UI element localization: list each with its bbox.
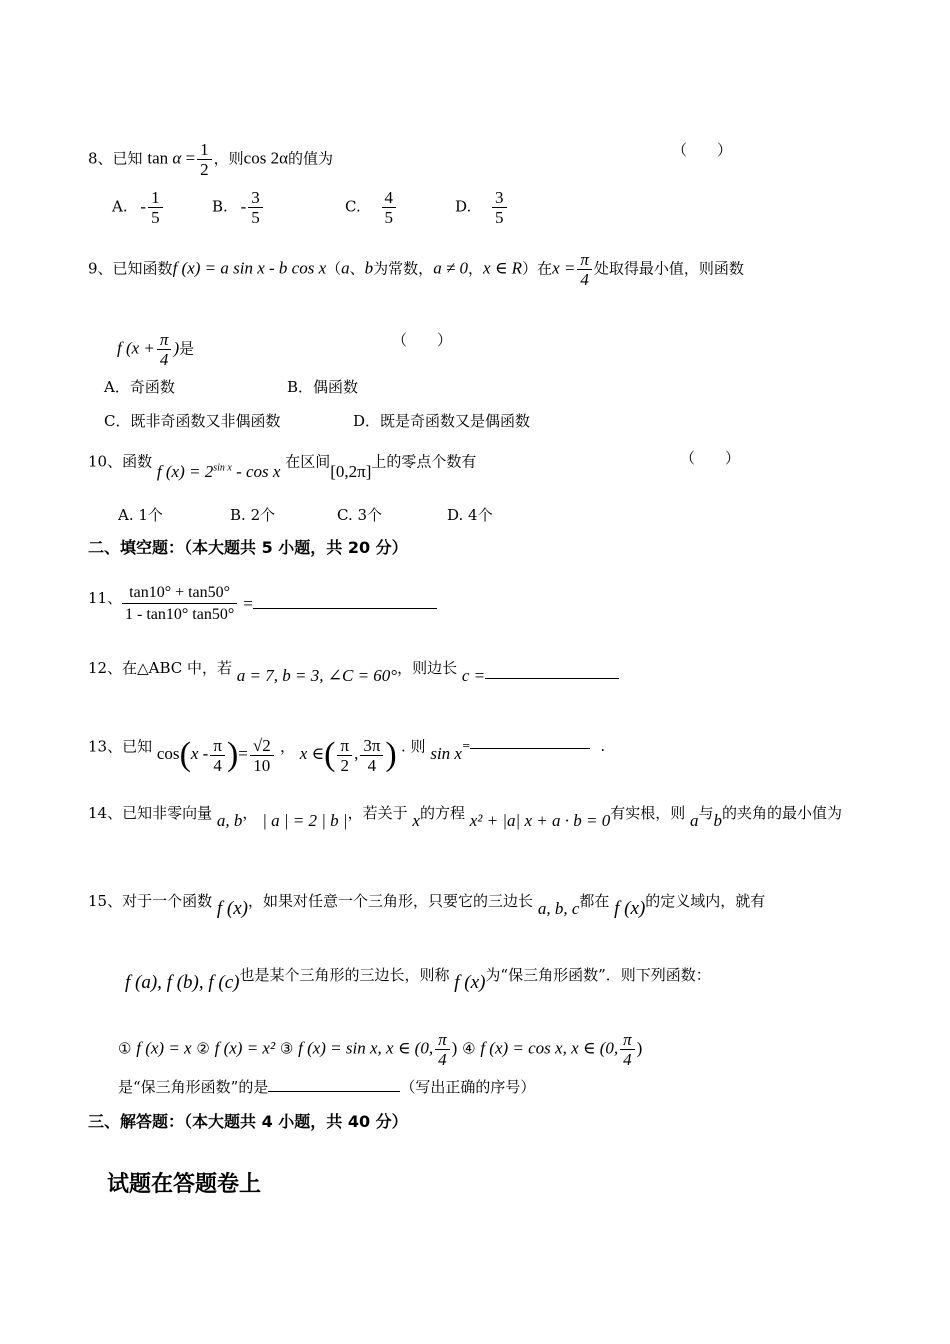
q15-answer-line xyxy=(118,1077,535,1097)
numerator: 3 xyxy=(492,188,507,208)
math: f (x) = a sin x - b cos x xyxy=(172,258,327,278)
option-text: 3个 xyxy=(357,506,383,524)
q10-line xyxy=(88,448,477,481)
numerator: 3 xyxy=(248,188,263,208)
text: - cos x xyxy=(231,461,281,481)
text: 处取得最小值，则函数 xyxy=(593,259,744,278)
option-label: D． xyxy=(353,412,381,430)
text: ，则 xyxy=(213,149,244,168)
denominator: 4 xyxy=(159,350,169,369)
math: f (x) = sin x, x ∈ (0, xyxy=(298,1038,434,1058)
answer-blank xyxy=(253,608,437,609)
text: 是 xyxy=(179,339,195,358)
text: ， xyxy=(279,737,295,756)
denominator: 5 xyxy=(495,208,504,227)
fraction xyxy=(435,1030,450,1069)
fraction xyxy=(337,736,352,775)
q9-line xyxy=(88,250,744,289)
close-paren: ) xyxy=(226,736,239,774)
question-number: 11、 xyxy=(88,589,123,607)
option-label: D. xyxy=(447,506,464,524)
answer-blank xyxy=(268,1091,400,1092)
q15-line2 xyxy=(125,965,711,993)
math: a ≠ 0 xyxy=(433,258,469,278)
superscript: sin x xyxy=(213,462,232,473)
numerator: π xyxy=(337,736,352,756)
fraction xyxy=(577,250,592,289)
option-text: 既是奇函数又是偶函数 xyxy=(380,412,531,430)
q12-line xyxy=(88,658,619,685)
close-paren: ) xyxy=(385,736,397,774)
text: 的值为 xyxy=(288,149,334,168)
open-paren: ( xyxy=(324,736,336,774)
text: = xyxy=(461,741,471,753)
circled-number: ④ xyxy=(462,1039,476,1058)
circled-number: ② xyxy=(196,1039,210,1058)
numerator: tan10° + tan50° xyxy=(122,583,237,604)
q9-line2 xyxy=(117,330,194,369)
answer-paren: （ ） xyxy=(672,141,733,159)
denominator: 4 xyxy=(580,270,589,289)
question-number: 8、 xyxy=(88,149,113,168)
text: 也是某个三角形的三边长，则称 xyxy=(239,966,450,984)
math: a, b xyxy=(216,811,243,830)
text: 、 xyxy=(349,259,365,278)
math: | a | = 2 | b | xyxy=(262,811,348,830)
q15-line xyxy=(88,891,766,919)
denominator: 5 xyxy=(251,208,260,227)
math: sin x xyxy=(430,744,462,764)
numerator: π xyxy=(210,736,225,756)
footer-note: 试题在答题卷上 xyxy=(107,1172,262,1197)
section-heading: 二、填空题：（本大题共 5 小题，共 20 分） xyxy=(88,538,408,557)
q10-option-b xyxy=(230,505,275,525)
math xyxy=(157,462,281,481)
text: 是“保三角形函数”的是 xyxy=(118,1078,269,1096)
denominator: 5 xyxy=(384,208,393,227)
option-label: D. xyxy=(455,197,472,216)
option-text: 偶函数 xyxy=(313,378,359,396)
option-text: 奇函数 xyxy=(129,378,175,396)
text: 在区间 xyxy=(285,452,331,471)
text: x ∈ xyxy=(299,744,325,764)
option-text: 2个 xyxy=(250,506,276,524)
text: cos xyxy=(156,744,180,764)
denominator: 4 xyxy=(623,1050,632,1069)
text: = xyxy=(238,744,248,764)
q9-option-a xyxy=(104,377,175,397)
denominator: 2 xyxy=(340,756,350,775)
denominator: 10 xyxy=(253,756,271,775)
option-label: A． xyxy=(104,378,130,396)
option-label: C. xyxy=(337,506,353,524)
math: = xyxy=(243,593,253,613)
text: 有实根，则 xyxy=(610,804,686,822)
math: f (x) xyxy=(614,898,646,919)
fraction xyxy=(382,188,397,227)
text: 已知非零向量 xyxy=(122,804,213,822)
text: 上的零点个数有 xyxy=(371,452,477,471)
text: 已知函数 xyxy=(112,259,173,278)
text: ， xyxy=(468,259,484,278)
text: （写出正确的序号） xyxy=(400,1078,536,1096)
math: f (x) = x xyxy=(136,1038,192,1058)
denominator: 5 xyxy=(151,208,160,227)
q9-option-c xyxy=(104,411,281,431)
fraction xyxy=(157,330,172,369)
text: α xyxy=(172,148,182,168)
q13-line xyxy=(88,728,606,775)
option-label: A. xyxy=(118,506,134,524)
math: x² + |a| x + a · b = 0 xyxy=(469,811,611,830)
question-number: 14、 xyxy=(88,804,123,822)
math: a xyxy=(690,811,699,830)
math: x ∈ R xyxy=(483,258,523,278)
math: b xyxy=(713,811,723,830)
option-label: C. xyxy=(345,197,361,216)
question-number: 10、 xyxy=(88,452,123,471)
math: f (x) xyxy=(454,972,486,993)
open-paren: ( xyxy=(179,736,191,774)
answer-paren: （ ） xyxy=(392,331,453,349)
text: tan xyxy=(147,148,169,168)
section-heading: 三、解答题：（本大题共 4 小题，共 40 分） xyxy=(88,1112,408,1131)
text: 在△ABC 中，若 xyxy=(122,659,233,677)
math: f (a), f (b), f (c) xyxy=(125,972,240,993)
math: f (x) xyxy=(216,898,249,919)
text: 为“保三角形函数”．则下列函数： xyxy=(485,966,711,984)
q8-option-d xyxy=(455,188,509,227)
fraction xyxy=(360,736,383,775)
math xyxy=(147,149,195,168)
text: 对于一个函数 xyxy=(122,892,213,910)
numerator: π xyxy=(435,1030,450,1050)
math: a = 7, b = 3, ∠C = 60° xyxy=(236,666,398,685)
q11-formula xyxy=(120,583,437,626)
q10-option-c xyxy=(337,505,382,525)
text: - xyxy=(140,196,147,216)
numerator: 1 xyxy=(197,140,212,160)
math: cos 2α xyxy=(243,148,288,168)
math: b xyxy=(364,258,374,278)
text: - xyxy=(240,196,247,216)
text: f (x) = 2 xyxy=(156,461,214,481)
fraction xyxy=(248,188,263,227)
q9-option-b xyxy=(287,377,358,397)
option-text: 既非奇函数又非偶函数 xyxy=(130,412,281,430)
q8-option-b xyxy=(212,188,265,227)
option-label: B. xyxy=(230,506,246,524)
q14-line xyxy=(88,803,843,830)
text: = xyxy=(185,148,196,168)
q8-option-a xyxy=(112,188,165,227)
q8-line xyxy=(88,140,333,179)
fraction xyxy=(122,583,237,626)
text: 函数 xyxy=(122,452,153,471)
text: 都在 xyxy=(579,892,610,910)
math: ) xyxy=(451,1038,458,1058)
text: 已知 xyxy=(112,149,143,168)
question-number: 12、 xyxy=(88,659,123,677)
text: . 则 xyxy=(401,737,426,756)
question-number: 9、 xyxy=(88,259,113,278)
q15-function-list xyxy=(118,1030,642,1069)
q8-option-c xyxy=(345,188,398,227)
option-label: A. xyxy=(112,197,128,216)
fraction xyxy=(492,188,507,227)
math: x ∈( $\frac{\pi}{2}$ , $\frac{3\pi}{4}$ ) xyxy=(299,736,397,775)
circled-number: ① xyxy=(118,1039,132,1058)
question-number: 13、 xyxy=(88,737,123,756)
math: c = xyxy=(461,666,486,685)
option-label: B． xyxy=(287,378,314,396)
q10-option-d xyxy=(447,505,493,525)
numerator: 1 xyxy=(148,188,163,208)
text: 为常数， xyxy=(373,259,434,278)
math: a, b, c xyxy=(537,899,580,918)
text: 的方程 xyxy=(419,804,465,822)
fraction xyxy=(197,140,212,179)
math: ) xyxy=(636,1038,643,1058)
math: f (x + xyxy=(117,338,155,358)
fraction xyxy=(210,736,225,775)
numerator: π xyxy=(157,330,172,350)
q11-line xyxy=(88,588,122,608)
denominator: 4 xyxy=(367,756,377,775)
q9-option-d xyxy=(353,411,530,431)
option-text: 1个 xyxy=(138,506,163,524)
math: ) xyxy=(173,338,180,358)
numerator: π xyxy=(577,250,592,270)
numerator: 4 xyxy=(382,188,397,208)
numerator: 3π xyxy=(360,736,383,756)
text: x - xyxy=(190,744,209,764)
answer-blank xyxy=(470,748,590,749)
text: ，如果对任意一个三角形，只要它的三边长 xyxy=(248,892,534,910)
numerator: π xyxy=(620,1030,635,1050)
denominator: 2 xyxy=(200,160,209,179)
circled-number: ③ xyxy=(279,1039,294,1058)
denominator: 1 - tan10° tan50° xyxy=(125,606,235,623)
question-number: 15、 xyxy=(88,892,123,910)
option-label: B. xyxy=(212,197,228,216)
option-label: C． xyxy=(104,412,131,430)
text: ）在 xyxy=(522,259,553,278)
text: 的定义域内，就有 xyxy=(645,892,766,910)
fraction xyxy=(250,736,274,775)
answer-blank xyxy=(485,678,619,679)
math: f (x) = cos x, x ∈ (0, xyxy=(480,1038,619,1058)
text: ，则边长 xyxy=(397,659,458,677)
text: 已知 xyxy=(122,737,153,756)
text: . xyxy=(600,737,606,756)
denominator: 4 xyxy=(213,756,222,775)
math xyxy=(156,736,280,775)
text: （ xyxy=(326,259,342,278)
text: ，若关于 xyxy=(347,804,408,822)
answer-paren: （ ） xyxy=(680,449,741,467)
denominator: 4 xyxy=(438,1050,447,1069)
numerator: √2 xyxy=(250,736,274,756)
text: 与 xyxy=(698,804,714,822)
fraction xyxy=(148,188,163,227)
text: 的夹角的最小值为 xyxy=(722,804,843,822)
math: x = xyxy=(552,258,576,278)
q10-option-a xyxy=(118,505,163,525)
math: [0,2π] xyxy=(330,461,372,481)
text: ， xyxy=(242,804,258,822)
math: f (x) = x² xyxy=(214,1038,276,1058)
math: a xyxy=(341,258,350,278)
option-text: 4个 xyxy=(468,506,493,524)
math: x xyxy=(412,811,420,830)
fraction xyxy=(620,1030,635,1069)
